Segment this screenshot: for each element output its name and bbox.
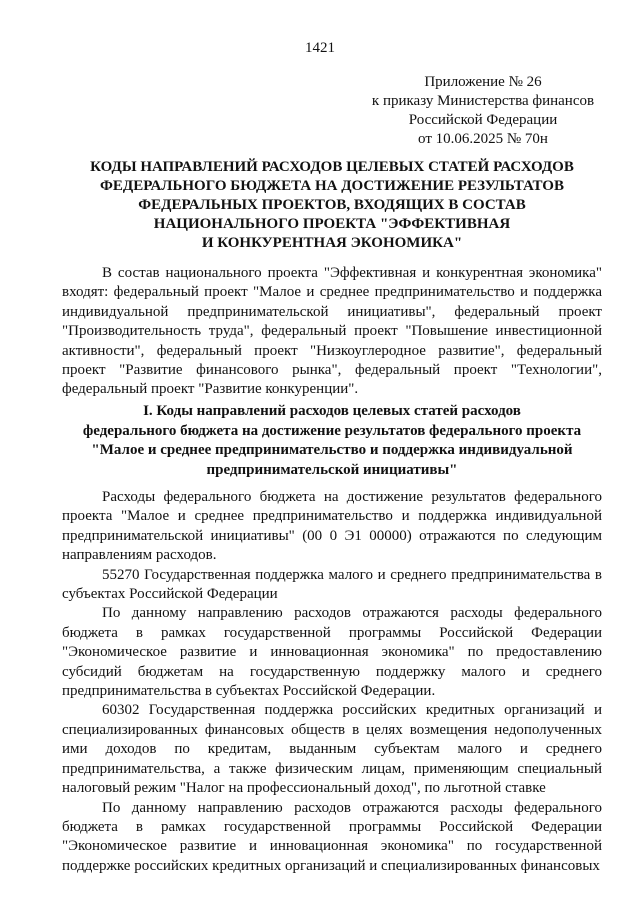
section-title — [62, 402, 602, 480]
title-line: ФЕДЕРАЛЬНОГО БЮДЖЕТА НА ДОСТИЖЕНИЕ РЕЗУЛЬТАТОВ — [100, 178, 564, 194]
title-line: ФЕДЕРАЛЬНЫХ ПРОЕКТОВ, ВХОДЯЩИХ В СОСТАВ — [138, 197, 526, 213]
document-title — [62, 158, 602, 253]
appendix-line: Приложение № 26 — [424, 74, 542, 90]
expense-description-55270: По данному направлению расходов отражаются расходы федерального бюджета в рамках государственной программы Российской Федерации "Экономическое развитие и инновационная экономика" по предоставлению субсидий бюджетам на государственную поддержку малого и среднего предпринимательства в субъектах Российской Федерации. — [62, 605, 602, 700]
expense-code-60302: 60302 Государственная поддержка российских кредитных организаций и специализированных финансовых обществ в целях возмещения недополученных ими доходов по кредитам, выданным субъектам малого и среднего предпринимательства, а также физическим лицам, применяющим специальный налоговый режим "Налог на профессиональный доход", по льготной ставке — [62, 702, 602, 797]
appendix-header — [358, 73, 608, 149]
appendix-line: от 10.06.2025 № 70н — [418, 131, 548, 147]
section-intro-paragraph: Расходы федерального бюджета на достижение результатов федерального проекта "Малое и среднее предпринимательство и поддержка индивидуальной предпринимательской инициативы" (00 0 Э1 00000) отражаются по следующим направлениям расходов. — [62, 489, 602, 564]
page-number: 1421 — [305, 40, 335, 56]
section-title-line: "Малое и среднее предпринимательство и поддержка индивидуальной — [91, 442, 573, 458]
title-line: КОДЫ НАПРАВЛЕНИЙ РАСХОДОВ ЦЕЛЕВЫХ СТАТЕЙ РАСХОДОВ — [90, 159, 574, 175]
intro-block — [62, 264, 602, 400]
section-title-line: федерального бюджета на достижение результатов федерального проекта — [82, 422, 582, 439]
title-line: И КОНКУРЕНТНАЯ ЭКОНОМИКА" — [201, 235, 463, 251]
appendix-line: Российской Федерации — [408, 112, 558, 128]
appendix-line: к приказу Министерства финансов — [371, 93, 595, 109]
title-line: НАЦИОНАЛЬНОГО ПРОЕКТА "ЭФФЕКТИВНАЯ — [153, 216, 511, 232]
expense-code-55270: 55270 Государственная поддержка малого и среднего предпринимательства в субъектах Российской Федерации — [62, 566, 602, 603]
section-title-line: I. Коды направлений расходов целевых статей расходов — [143, 403, 521, 419]
expense-description-60302: По данному направлению расходов отражаются расходы федерального бюджета в рамках государственной программы Российской Федерации "Экономическое развитие и инновационная экономика" по государственной поддержке российских кредитных организаций и специализированных финансовых — [62, 799, 602, 874]
intro-paragraph: В состав национального проекта "Эффективная и конкурентная экономика" входят: федеральный проект "Малое и среднее предпринимательство и поддержка индивидуальной предпринимательской инициативы", федеральный проект "Производительность труда", федеральный проект "Повышение инвестиционной активности", федеральный проект "Низкоуглеродное развитие", федеральный проект "Развитие финансового рынка", федеральный проект "Технологии", федеральный проект "Развитие конкуренции". — [62, 265, 602, 398]
section-body — [62, 488, 602, 876]
section-title-line: предпринимательской инициативы" — [206, 461, 458, 478]
